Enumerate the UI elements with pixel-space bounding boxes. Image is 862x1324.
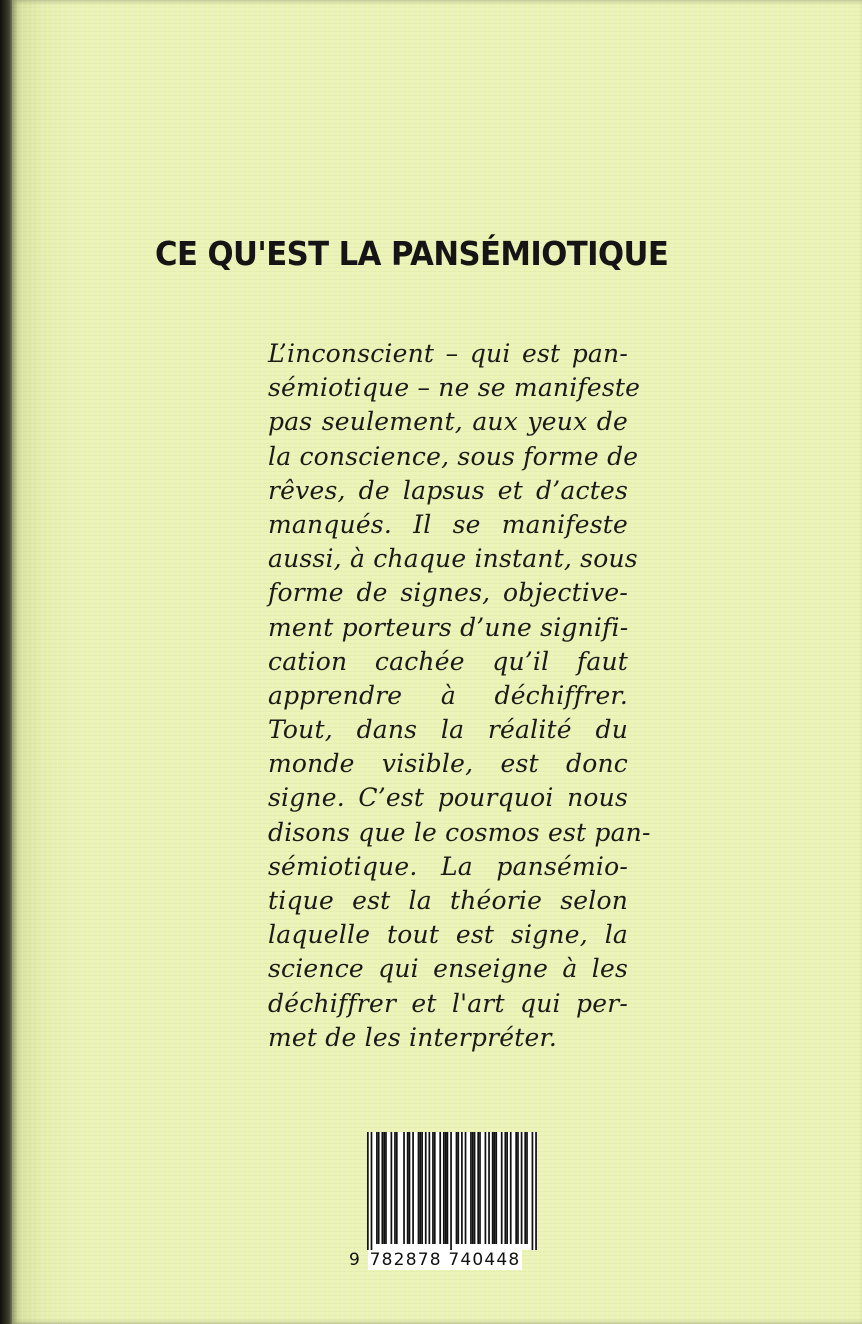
barcode-number: [349, 1250, 545, 1272]
blurb-text: [268, 337, 651, 1055]
barcode-bar: [391, 1132, 393, 1244]
barcode-bar: [378, 1132, 380, 1244]
blurb-line: sémiotique. La pansémio-: [268, 851, 628, 881]
cover-title: CE QU'EST LA PANSÉMIOTIQUE: [155, 234, 669, 273]
blurb-line: sémiotique – ne se manifeste: [268, 373, 641, 403]
barcode-bar: [488, 1132, 490, 1244]
barcode-bar: [532, 1132, 534, 1250]
barcode-bar: [394, 1132, 396, 1244]
barcode-bar: [470, 1132, 472, 1244]
barcode-bar: [510, 1132, 512, 1244]
barcode-bars: [367, 1132, 537, 1250]
barcode-bar: [494, 1132, 496, 1244]
barcode-bar: [504, 1132, 506, 1244]
barcode-bar: [371, 1132, 373, 1250]
blurb-line: la conscience, sous forme de: [268, 441, 639, 471]
barcode-bar: [447, 1132, 449, 1244]
barcode-bar: [474, 1132, 476, 1244]
barcode-bar: [385, 1132, 387, 1244]
blurb-line: manqués. Il se manifeste: [268, 509, 628, 539]
blurb-line: laquelle tout est signe, la: [268, 920, 628, 950]
blurb-line: apprendre à déchiffrer.: [268, 680, 628, 710]
barcode-bar: [376, 1132, 378, 1244]
barcode-bar: [383, 1132, 385, 1244]
barcode-bar: [524, 1132, 526, 1244]
barcode-number-digits: 782878 740448: [369, 1250, 521, 1270]
barcode-bar: [526, 1132, 528, 1244]
barcode-bar: [479, 1132, 481, 1244]
blurb-line: disons que le cosmos est pan-: [268, 817, 651, 847]
blurb-line: met de les interpréter.: [268, 1022, 558, 1052]
barcode-bar: [428, 1132, 430, 1244]
barcode-bar: [445, 1132, 447, 1244]
blurb-line: cation cachée qu’il faut: [268, 646, 628, 676]
barcode-number-prefix: 9: [349, 1250, 362, 1270]
blurb-line: L’inconscient – qui est pan-: [268, 339, 628, 368]
barcode-bar: [461, 1132, 463, 1244]
barcode-bar: [425, 1132, 427, 1244]
barcode-bar: [457, 1132, 459, 1244]
barcode-bar: [396, 1132, 398, 1244]
barcode-bar: [450, 1132, 452, 1250]
barcode-bar: [418, 1132, 420, 1244]
barcode-bar: [535, 1132, 537, 1250]
barcode-bar: [403, 1132, 405, 1244]
barcode-bar: [407, 1132, 409, 1244]
barcode-bar: [443, 1132, 445, 1244]
blurb-line: rêves, de lapsus et d’actes: [268, 475, 628, 505]
barcode-bar: [515, 1132, 517, 1244]
barcode-bar: [421, 1132, 423, 1244]
barcode-bar: [517, 1132, 519, 1244]
barcode-bar: [472, 1132, 474, 1244]
barcode-bar: [434, 1132, 436, 1244]
blurb-line: forme de signes, objective-: [268, 578, 628, 608]
barcode-bar: [477, 1132, 479, 1244]
barcode-bar: [456, 1132, 458, 1244]
barcode-bar: [501, 1132, 503, 1244]
barcode-bar: [412, 1132, 414, 1244]
blurb-line: monde visible, est donc: [268, 749, 628, 779]
blurb-line: aussi, à chaque instant, sous: [268, 544, 638, 574]
blurb-line: pas seulement, aux yeux de: [268, 407, 628, 437]
isbn-barcode: [349, 1130, 545, 1275]
barcode-bar: [495, 1132, 497, 1244]
blurb-line: déchiffrer et l'art qui per-: [268, 988, 628, 1018]
barcode-bar: [409, 1132, 411, 1244]
blurb-line: science qui enseigne à les: [268, 954, 628, 984]
barcode-bar: [439, 1132, 441, 1244]
barcode-bar: [521, 1132, 523, 1244]
barcode-bar: [506, 1132, 508, 1244]
barcode-bar: [492, 1132, 494, 1244]
barcode-bar: [381, 1132, 383, 1244]
barcode-bar: [367, 1132, 369, 1250]
barcode-bar: [419, 1132, 421, 1244]
barcode-bar: [485, 1132, 487, 1244]
blurb-line: tique est la théorie selon: [268, 886, 628, 915]
barcode-bar: [465, 1132, 467, 1244]
blurb-line: Tout, dans la réalité du: [268, 715, 628, 745]
barcode-bar: [432, 1132, 434, 1244]
blurb-line: ment porteurs d’une signifi-: [268, 612, 629, 642]
blurb-line: signe. C’est pourquoi nous: [268, 783, 628, 813]
